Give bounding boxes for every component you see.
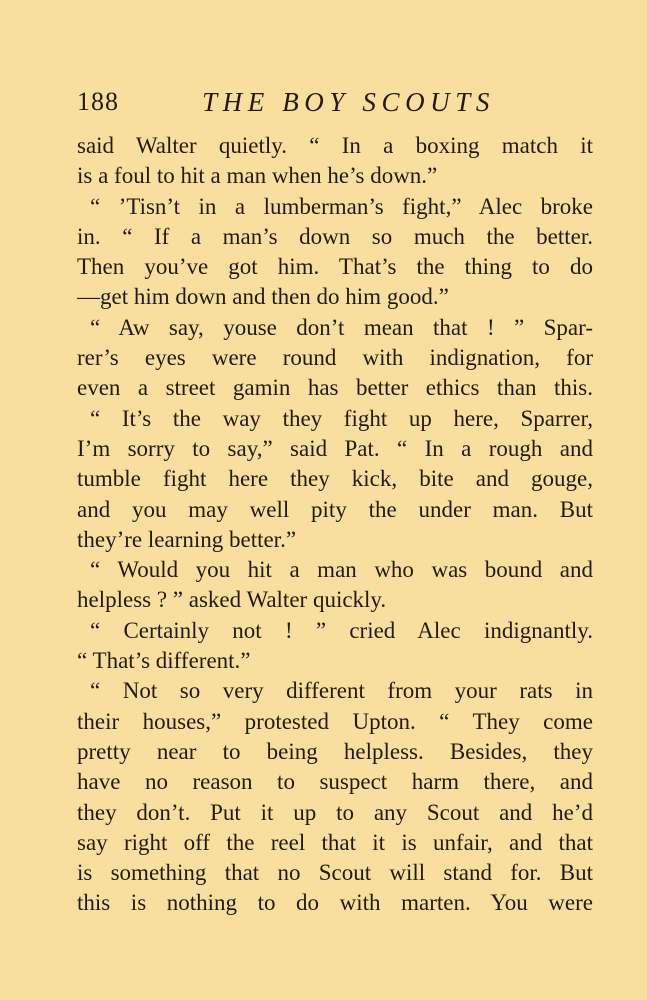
text-line: even a street gamin has better ethics than this. xyxy=(77,375,593,401)
text-line: Then you’ve got him. That’s the thing to do xyxy=(77,254,593,280)
text-line: “ Not so very different from your rats in xyxy=(90,678,593,704)
running-title: THE BOY SCOUTS xyxy=(202,87,495,117)
text-line: “ It’s the way they fight up here, Sparrer, xyxy=(90,405,593,431)
text-line: —get him down and then do him good.” xyxy=(77,284,449,310)
text-line: “ Aw say, youse don’t mean that ! ” Spar- xyxy=(90,314,593,340)
text-line: this is nothing to do with marten. You were xyxy=(77,890,593,916)
text-line: helpless ? ” asked Walter quickly. xyxy=(77,587,387,613)
page-number: 188 xyxy=(77,87,119,116)
text-line: their houses,” protested Upton. “ They come xyxy=(77,708,593,734)
text-line: “ Would you hit a man who was bound and xyxy=(90,557,593,583)
text-line: rer’s eyes were round with indignation, for xyxy=(77,345,593,371)
text-line: have no reason to suspect harm there, and xyxy=(77,769,593,795)
text-line: is a foul to hit a man when he’s down.” xyxy=(77,163,438,189)
text-line: in. “ If a man’s down so much the better. xyxy=(77,223,593,249)
text-line: I’m sorry to say,” said Pat. “ In a rough and xyxy=(77,435,593,461)
text-line: “ Certainly not ! ” cried Alec indignantly. xyxy=(90,617,593,643)
text-line: and you may well pity the under man. But xyxy=(77,496,593,522)
body-text xyxy=(77,131,593,919)
text-line: pretty near to being helpless. Besides, they xyxy=(77,738,593,764)
text-line: tumble fight here they kick, bite and gouge, xyxy=(77,466,593,492)
page-header xyxy=(77,84,495,120)
text-line: “ That’s different.” xyxy=(77,648,251,674)
text-line: they don’t. Put it up to any Scout and he’d xyxy=(77,799,593,825)
text-line: is something that no Scout will stand for. But xyxy=(77,860,593,886)
text-line: “ ’Tisn’t in a lumberman’s fight,” Alec broke xyxy=(90,193,593,219)
text-line: they’re learning better.” xyxy=(77,526,297,552)
text-line: say right off the reel that it is unfair, and that xyxy=(77,829,593,855)
text-line: said Walter quietly. “ In a boxing match it xyxy=(77,133,593,158)
